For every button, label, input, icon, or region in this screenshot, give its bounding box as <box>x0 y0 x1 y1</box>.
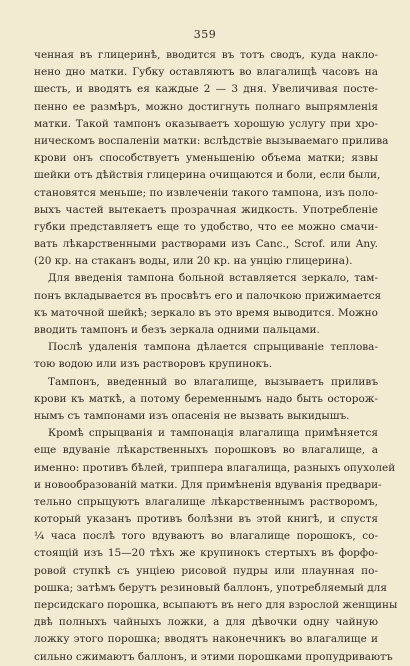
text-line: вводить тампонъ и безъ зеркала одними пальцами. <box>34 324 320 336</box>
text-line: становятся меньше; по извлеченіи такого тампона, изъ поло- <box>34 186 378 199</box>
text-line: персидскаго порошка, всыпаютъ въ него для взрослой женщины <box>34 599 398 611</box>
text-line: ническомъ воспаленіи матки: вслѣдствіе вызываемаго прилива <box>34 134 389 147</box>
text-line: пенно ее размѣръ, можно достигнуть полнаго выпрямленія <box>34 100 378 113</box>
text-line: еще вдуваніе лѣкарственныхъ порошковъ во влагалище, а <box>34 444 378 457</box>
page-number: 359 <box>193 28 217 41</box>
text-line: Кромѣ спрыцванія и тампонація влагалища примѣняется <box>48 427 378 440</box>
text-line: стоящій изъ 15—20 тѣхъ же крупинокъ стертыхъ въ форфо- <box>34 547 378 560</box>
text-line: который указанъ противъ болѣзни въ этой книгѣ, и спустя <box>34 513 378 526</box>
text-line: вать лѣкарственными растворами изъ Canc., Scrof. или Any. <box>34 238 378 251</box>
text-line: Для введенія тампона больной вставляется зеркало, там- <box>48 272 378 285</box>
text-line: тою водою или изъ растворовъ крупинокъ. <box>34 358 273 371</box>
text-line: Тампонъ, введенный во влагалище, вызываетъ приливъ <box>48 375 378 388</box>
text-line: матки. Такой тампонъ оказываетъ хорошую услугу при хро- <box>34 117 378 130</box>
text-line: ложку этого порошка; вводятъ наконечникъ во влагалище и <box>34 633 378 646</box>
text-line: тельно спрыцуютъ влагалище лѣкарственнымъ растворомъ, <box>34 495 378 508</box>
body-text <box>34 47 398 666</box>
text-line: нено дно матки. Губку оставляютъ во влагалищѣ часовъ на <box>34 66 378 79</box>
text-line: нымъ съ тампонами изъ опасенія не вызвать выкидышъ. <box>34 409 350 422</box>
text-line: ровой ступкѣ съ унціею рисовой пудры или плаунная по- <box>34 564 378 577</box>
text-line: и новообразованій матки. Для примѣненія вдуванія предвари- <box>34 478 382 491</box>
text-line: именно: противъ бѣлей, триппера влагалища, разныхъ опухолей <box>34 461 396 474</box>
text-line: рошка; затѣмъ берутъ резиновый баллонъ, употребляемый для <box>34 581 387 594</box>
text-line: крови онъ способствуетъ уменьшенію объема матки; язвы <box>34 152 378 165</box>
text-line: губки представляетъ еще то удобство, что ее можно смачи- <box>34 220 378 233</box>
text-line: ченная въ глицеринѣ, вводится въ тотъ сводъ, куда накло- <box>34 49 378 61</box>
text-line: сильно сжимаютъ баллонъ, и этими порошками пропудриваютъ <box>34 650 393 663</box>
text-line: къ маточной шейкѣ; зеркало въ это время выводится. Можно <box>34 306 378 319</box>
text-line: понъ вкладывается въ просвѣтъ его и палочкою прижимается <box>34 289 382 302</box>
text-line: двѣ полныхъ чайныхъ ложки, а для дѣвочки одну чайную <box>34 616 378 629</box>
text-line: Послѣ удаленія тампона дѣлается спрыциваніе теплова- <box>48 341 378 354</box>
text-line: шесть, и вводятъ ея каждые 2 — 3 дня. Увеличивая посте- <box>34 83 378 96</box>
text-line: (20 кр. на стаканъ воды, или 20 кр. на унцію глицерина). <box>34 255 353 268</box>
text-line: крови къ маткѣ, а потому беременнымъ надо быть осторож- <box>34 392 378 405</box>
text-line: выхъ частей вытекаетъ прозрачная жидкость. Употребленіе <box>34 203 378 216</box>
text-line: шейки отъ дѣйствія глицерина очищаются и боли, если были, <box>34 169 381 182</box>
text-line: ¼ часа послѣ того вдуваютъ во влагалище порошокъ, со- <box>34 530 378 543</box>
